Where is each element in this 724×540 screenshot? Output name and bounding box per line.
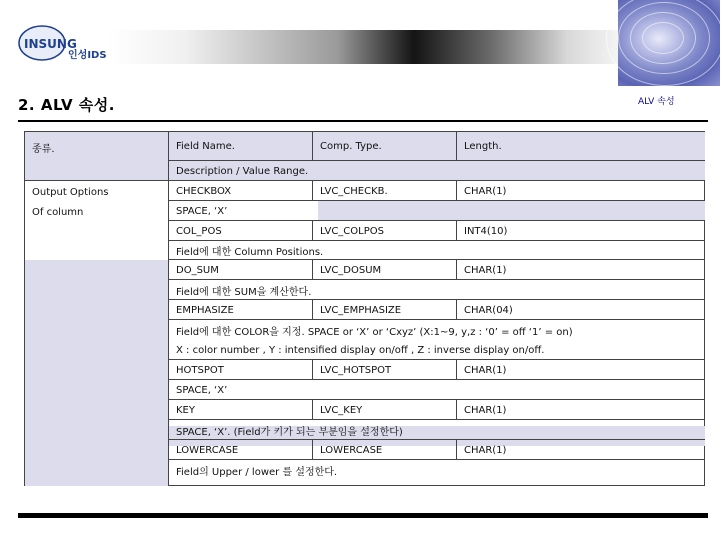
page-title: 2. ALV 속성. [18,96,115,114]
table-cell-type: LVC_COLPOS [320,225,384,237]
table-cell-desc: SPACE, ‘X’. (Field가 키가 되는 부분임을 설정한다) [176,426,403,438]
water-ripple-image [618,0,720,86]
table-cell-type: LVC_DOSUM [320,264,382,276]
table-cell-type: LVC_HOTSPOT [320,364,392,376]
table-cell-desc: SPACE, ‘X’ [176,384,228,396]
header-field-name: Field Name. [176,141,235,152]
table-cell-length: CHAR(04) [464,304,513,316]
table-cell-desc: Field의 Upper / lower 를 설정한다. [176,466,338,478]
svg-text:INSUNG: INSUNG [24,37,77,51]
table-cell-field: DO_SUM [176,264,219,276]
table-cell-field: CHECKBOX [176,185,232,197]
category-shade [25,260,169,486]
table-cell-length: CHAR(1) [464,264,507,276]
table-cell-length: CHAR(1) [464,444,507,456]
alv-properties-table [24,131,705,486]
table-cell-desc: Field에 대한 Column Positions. [176,247,324,258]
table-cell-length: INT4(10) [464,225,508,237]
table-cell-type: LVC_CHECKB. [320,185,388,197]
table-cell-type: LOWERCASE [320,444,383,456]
header-length: Length. [464,141,502,152]
table-cell-field: LOWERCASE [176,444,239,456]
table-cell-length: CHAR(1) [464,404,507,416]
logo-text: 인성IDS [68,50,107,61]
header-band [0,0,720,88]
section-tag: ALV 속성 [638,97,675,107]
table-cell-field: KEY [176,404,195,416]
insung-logo-icon [18,24,77,62]
table-cell-type: LVC_EMPHASIZE [320,304,402,316]
group-label-line2: Of column [32,206,84,218]
category-header: 종류. [25,132,169,181]
table-cell-field: COL_POS [176,225,222,237]
table-cell-desc: X : color number , Y : intensified display on/off , Z : inverse display on/off. [176,344,545,356]
title-rule [18,120,708,122]
header-comp-type: Comp. Type. [320,141,382,152]
header-gradient-bar [108,30,618,64]
table-cell-type: LVC_KEY [320,404,363,416]
description-header: Description / Value Range. [169,161,705,181]
table-cell-field: EMPHASIZE [176,304,234,316]
footer-rule [18,513,708,518]
table-cell-length: CHAR(1) [464,364,507,376]
table-cell-length: CHAR(1) [464,185,507,197]
table-cell-desc: Field에 대한 SUM을 계산한다. [176,286,312,298]
table-cell-desc: Field에 대한 COLOR을 지정. SPACE or ‘X’ or ‘Cxyz’ (X:1~9, y,z : ‘0’ = off ‘1’ = on) [176,326,573,338]
table-cell-desc: SPACE, ‘X’ [176,205,228,217]
table-cell-field: HOTSPOT [176,364,224,376]
company-logo [18,20,110,70]
group-label-line1: Output Options [32,186,109,198]
checkbox-desc-shade [318,201,705,221]
